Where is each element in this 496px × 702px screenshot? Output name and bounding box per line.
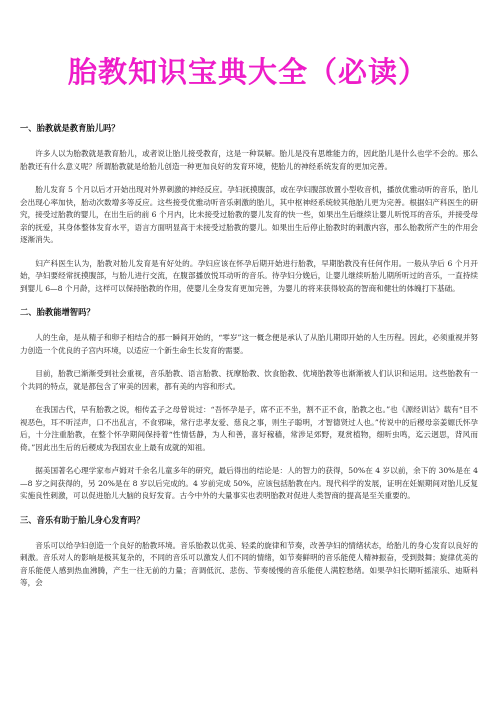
paragraph: 人的生命，是从精子和卵子相结合的那一瞬间开始的，“零岁”这一概念便是承认了从胎儿期即开始的人生历程。因此，必须重视并努力创造一个优良的子宫内环境，以适应一个新生命生长发育的需要。 <box>20 333 478 355</box>
paragraph: 音乐可以给孕妇创造一个良好的胎教环境。音乐胎教以优美、轻柔的旋律和节奏，改善孕妇的情绪状态，给胎儿的身心发育以良好的刺激。音乐对人的影响是极其复杂的，不同的音乐可以激发人们不同的情绪，如节奏鲜明的音乐能使人精神振奋，受到鼓舞；旋律优美的音乐能使人感到热血沸腾，产生一往无前的力量；音调低沉、悲伤、节奏缓慢的音乐能使人满腔愁绪。如果孕妇长期听摇滚乐、迪斯科等，会 <box>20 540 478 587</box>
paragraph: 妇产科医生认为，胎教对胎儿发育是有好处的。孕妇应该在怀孕后期开始进行胎教，早期胎教没有任何作用。一般从孕后 6 个月开始，孕妇要经常抚摸腹部，与胎儿进行交流，在腹部播放悦耳动听的音乐。待孕妇分娩后，让婴儿继续听胎儿期所听过的音乐，一直持续到婴儿 6—8 个月龄，这样可以保持胎教的作用，使婴儿全身发育更加完善，为婴儿的将来获得较高的智商和健壮的体魄打下基础。 <box>20 258 478 293</box>
page-title: 胎教知识宝典大全（必读） <box>67 55 428 89</box>
section-heading: 一、胎教就是教育胎儿吗？ <box>20 123 120 133</box>
paragraph: 许多人以为胎教就是教育胎儿，或者说让胎儿接受教育，这是一种误解。胎儿是没有思维能力的，因此胎儿是什么也学不会的。那么胎教还有什么意义呢？所谓胎教就是给胎儿创造一种更加良好的发育环境，使胎儿的神经系统发育的更加完善。 <box>20 149 478 171</box>
document-body <box>20 122 478 601</box>
section-heading: 三、音乐有助于胎儿身心发育吗？ <box>20 514 145 525</box>
section-3 <box>20 514 478 590</box>
section-2 <box>20 306 478 503</box>
section-heading: 二、胎教能增智吗？ <box>20 307 95 317</box>
paragraph: 目前，胎教已渐渐受到社会重视，音乐胎教、语言胎教、抚摩胎教、饮食胎教、优境胎教等也渐渐被人们认识和运用。这些胎教有一个共同的特点，就是都包含了审美的因素，都有美的内容和形式。 <box>20 369 478 391</box>
paragraph: 胎儿发育 5 个月以后才开始出现对外界刺激的神经反应。孕妇抚摸腹部，或在孕妇腹部放置小型收音机，播放优雅动听的音乐，胎儿会出现心率加快，胎动次数增多等反应。这些接受优雅动听音乐刺激的胎儿，其中枢神经系统较其他胎儿更为完善。根据妇产科医生的研究，接受过胎教的婴儿，在出生后的前 6 个月内，比未接受过胎教的婴儿发育的快一些，如果出生后继续让婴儿听悦耳的音乐，并接受母亲的抚爱，其身体整体发育水平，语言方面明显高于未接受过胎教的婴儿。如果出生后停止胎教时的刺激内容，那么胎教所产生的作用会逐渐消失。 <box>20 185 478 244</box>
section-1 <box>20 122 478 295</box>
paragraph: 在我国古代，早有胎教之说，相传孟子之母曾说过：“吾怀孕是子，席不正不坐，割不正不食，胎教之也。”也《源经训诂》载有“目不视恶色，耳不听淫声，口不出乱言，不食邪味，常行忠孝友爱、慈良之事，则生子聪明，才智德贤过人也。”传说中的后稷母亲姜嫄氏怀孕后，十分注重胎教，在整个怀孕期间保持着“性情恬静，为人和善，喜好稼穑，常涉足郊野，观赏植物，细听虫鸣，迄云迥思，背风而倚。”因此出生后的后稷成为我国农业上最有成就的知祖。 <box>20 405 478 452</box>
paragraph: 据美国著名心理学家布卢姆对千余名儿童多年的研究，最后得出的结论是：人的智力的获得，50%在 4 岁以前，余下的 30%是在 4—8 岁之间获得的，另 20%是在 8 岁以后完成的。4 岁前完成 50%，应该包括胎教在内。现代科学的发展，证明在妊娠期间对胎儿反复实施良性刺激，可以促进胎儿大脑的良好发育。古今中外的大量事实也表明胎教对促进人类智商的提高是至关重要的。 <box>20 466 478 500</box>
